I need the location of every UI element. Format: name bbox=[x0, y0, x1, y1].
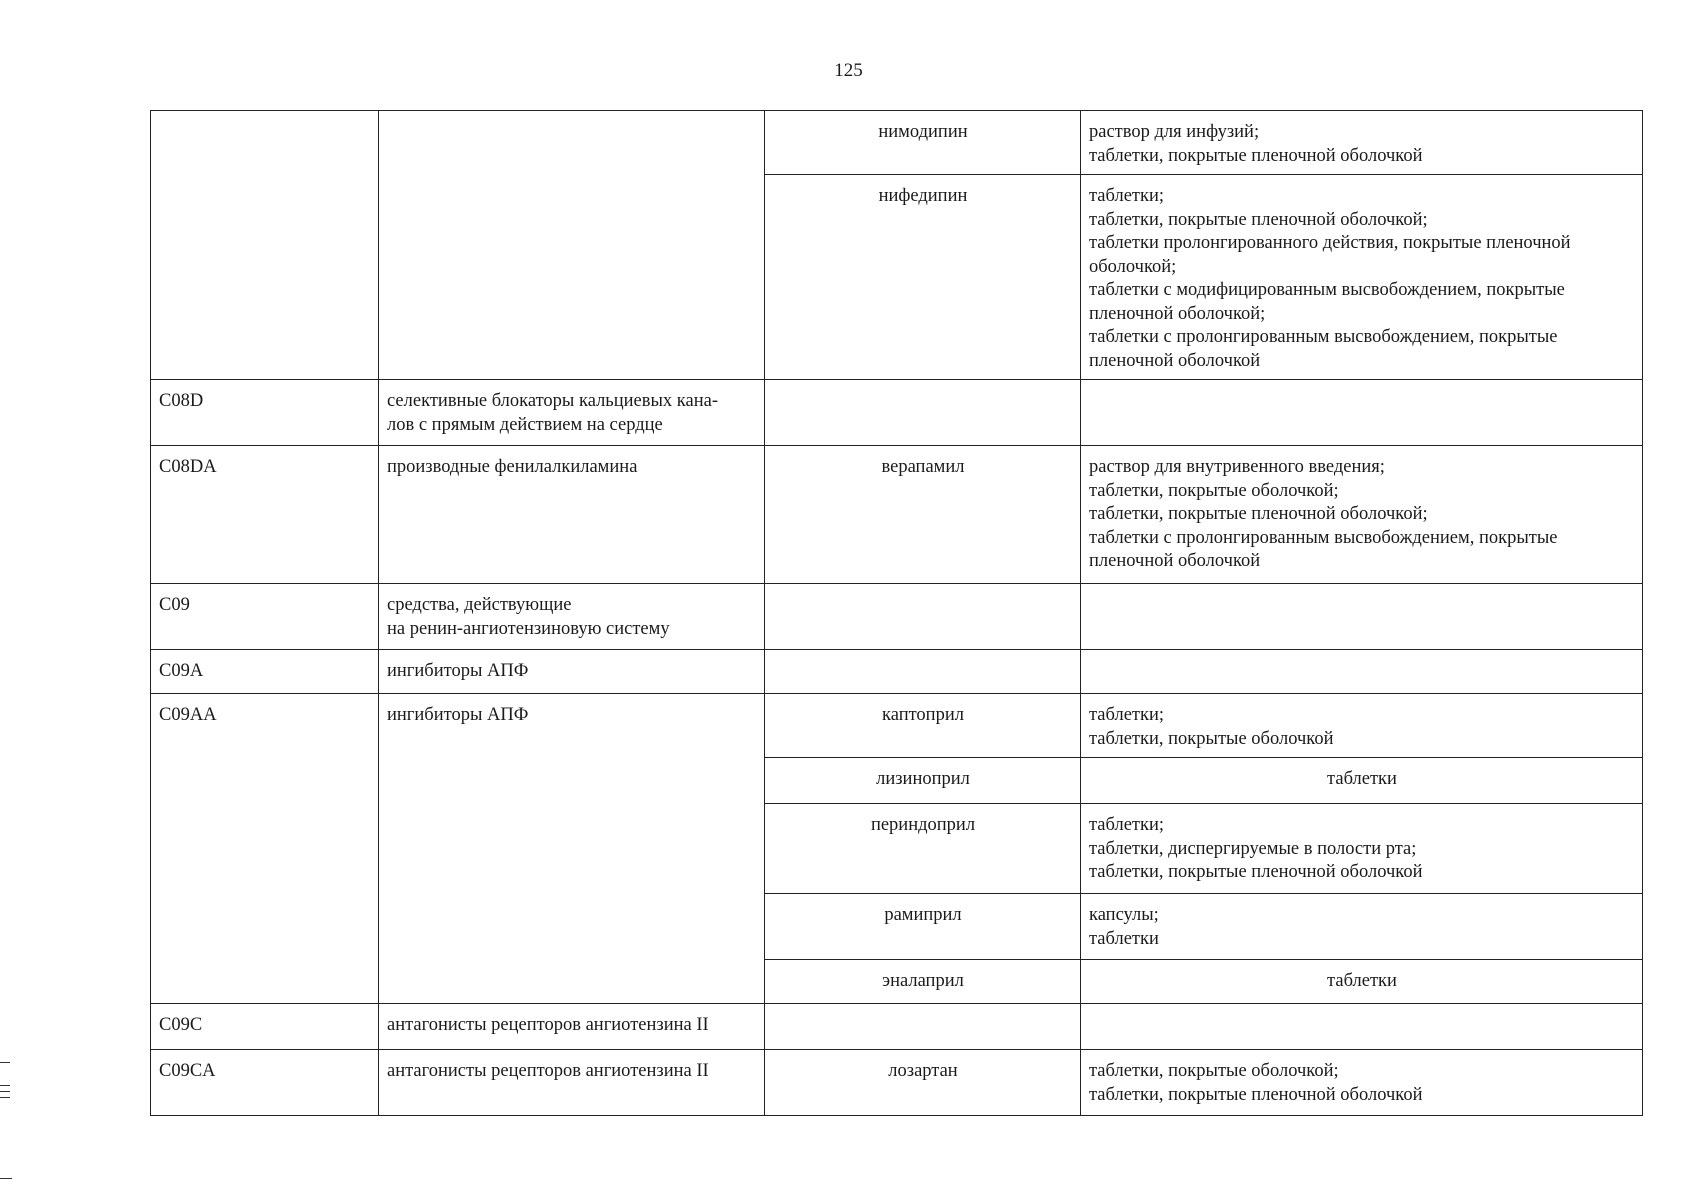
dosage-form-cell bbox=[1081, 960, 1643, 1004]
atc-code-cell: C08D bbox=[151, 380, 379, 446]
margin-mark bbox=[0, 1178, 12, 1179]
atc-code-cell: C09 bbox=[151, 584, 379, 650]
dosage-form-line: пленочной оболочкой; bbox=[1089, 303, 1266, 324]
table-row bbox=[151, 584, 1643, 650]
atc-code-cell: C09AA bbox=[151, 694, 379, 1004]
atc-group-cell bbox=[379, 111, 765, 380]
atc-group-line: производные фенилалкиламина bbox=[387, 457, 638, 477]
inn-cell: верапамил bbox=[765, 446, 1081, 584]
inn-cell bbox=[765, 584, 1081, 650]
atc-code-cell: C09A bbox=[151, 650, 379, 694]
atc-group-cell bbox=[379, 694, 765, 1004]
atc-code-cell: C09C bbox=[151, 1004, 379, 1050]
atc-group-line: селективные блокаторы кальциевых кана- bbox=[387, 391, 718, 411]
inn-cell: каптоприл bbox=[765, 694, 1081, 758]
margin-mark bbox=[0, 1085, 10, 1086]
drug-list-table bbox=[150, 110, 1643, 1116]
dosage-form-line: капсулы; bbox=[1089, 905, 1159, 925]
dosage-form-line: таблетки, покрытые пленочной оболочкой bbox=[1089, 862, 1423, 882]
atc-group-cell bbox=[379, 446, 765, 584]
atc-code-cell: C09CA bbox=[151, 1050, 379, 1116]
atc-group-cell bbox=[379, 380, 765, 446]
atc-group-line: ингибиторы АПФ bbox=[387, 705, 529, 725]
dosage-form-line: таблетки bbox=[1327, 971, 1397, 991]
dosage-form-cell bbox=[1081, 650, 1643, 694]
dosage-form-cell bbox=[1081, 380, 1643, 446]
table-row bbox=[151, 1004, 1643, 1050]
dosage-form-line: таблетки с пролонгированным высвобождением, покрытые bbox=[1089, 527, 1558, 548]
dosage-form-cell bbox=[1081, 111, 1643, 175]
dosage-form-line: таблетки, покрытые пленочной оболочкой bbox=[1089, 145, 1423, 166]
dosage-form-cell bbox=[1081, 1004, 1643, 1050]
dosage-form-line: раствор для внутривенного введения; bbox=[1089, 457, 1385, 477]
inn-cell: периндоприл bbox=[765, 804, 1081, 894]
dosage-form-line: таблетки, диспергируемые в полости рта; bbox=[1089, 838, 1417, 859]
atc-code-cell bbox=[151, 111, 379, 380]
dosage-form-line: таблетки bbox=[1327, 769, 1397, 789]
atc-group-cell bbox=[379, 1004, 765, 1050]
atc-group-line: на ренин-ангиотензиновую систему bbox=[387, 618, 670, 639]
dosage-form-line: таблетки bbox=[1089, 928, 1159, 949]
atc-group-line: средства, действующие bbox=[387, 595, 572, 615]
table-row bbox=[151, 1050, 1643, 1116]
dosage-form-line: таблетки, покрытые пленочной оболочкой; bbox=[1089, 504, 1428, 524]
dosage-form-line: оболочкой; bbox=[1089, 256, 1177, 277]
atc-group-line: лов с прямым действием на сердце bbox=[387, 414, 663, 435]
table-row bbox=[151, 650, 1643, 694]
atc-group-line: антагонисты рецепторов ангиотензина II bbox=[387, 1015, 709, 1035]
margin-mark bbox=[0, 1097, 10, 1098]
dosage-form-line: пленочной оболочкой bbox=[1089, 551, 1261, 571]
dosage-form-line: таблетки; bbox=[1089, 186, 1165, 206]
dosage-form-line: таблетки, покрытые оболочкой bbox=[1089, 728, 1334, 749]
inn-cell: лозартан bbox=[765, 1050, 1081, 1116]
inn-cell bbox=[765, 650, 1081, 694]
dosage-form-line: таблетки, покрытые пленочной оболочкой bbox=[1089, 1084, 1423, 1105]
dosage-form-cell bbox=[1081, 894, 1643, 960]
inn-cell: лизиноприл bbox=[765, 758, 1081, 804]
dosage-form-line: таблетки; bbox=[1089, 815, 1165, 835]
dosage-form-line: таблетки пролонгированного действия, покрытые пленочной bbox=[1089, 233, 1571, 253]
margin-mark bbox=[0, 1062, 10, 1063]
dosage-form-cell bbox=[1081, 446, 1643, 584]
margin-mark bbox=[0, 1091, 10, 1092]
inn-cell: нимодипин bbox=[765, 111, 1081, 175]
dosage-form-line: пленочной оболочкой bbox=[1089, 350, 1261, 371]
dosage-form-line: таблетки с модифицированным высвобождением, покрытые bbox=[1089, 280, 1565, 300]
inn-cell: нифедипин bbox=[765, 175, 1081, 380]
atc-group-line: ингибиторы АПФ bbox=[387, 661, 529, 681]
dosage-form-cell bbox=[1081, 584, 1643, 650]
table-row bbox=[151, 446, 1643, 584]
atc-group-cell bbox=[379, 650, 765, 694]
dosage-form-cell bbox=[1081, 694, 1643, 758]
dosage-form-cell bbox=[1081, 758, 1643, 804]
dosage-form-cell bbox=[1081, 1050, 1643, 1116]
dosage-form-line: таблетки с пролонгированным высвобождением, покрытые bbox=[1089, 327, 1558, 347]
atc-group-line: антагонисты рецепторов ангиотензина II bbox=[387, 1061, 709, 1081]
page-number: 125 bbox=[834, 60, 863, 81]
table-row bbox=[151, 694, 1643, 758]
table-row bbox=[151, 111, 1643, 175]
atc-group-cell bbox=[379, 1050, 765, 1116]
inn-cell bbox=[765, 380, 1081, 446]
atc-code-cell: C08DA bbox=[151, 446, 379, 584]
dosage-form-line: таблетки, покрытые оболочкой; bbox=[1089, 1061, 1339, 1081]
dosage-form-line: таблетки, покрытые пленочной оболочкой; bbox=[1089, 209, 1428, 230]
atc-group-cell bbox=[379, 584, 765, 650]
inn-cell: эналаприл bbox=[765, 960, 1081, 1004]
dosage-form-cell bbox=[1081, 804, 1643, 894]
table-row bbox=[151, 380, 1643, 446]
dosage-form-line: таблетки; bbox=[1089, 705, 1165, 725]
dosage-form-line: таблетки, покрытые оболочкой; bbox=[1089, 480, 1339, 501]
inn-cell: рамиприл bbox=[765, 894, 1081, 960]
dosage-form-cell bbox=[1081, 175, 1643, 380]
dosage-form-line: раствор для инфузий; bbox=[1089, 122, 1260, 142]
inn-cell bbox=[765, 1004, 1081, 1050]
